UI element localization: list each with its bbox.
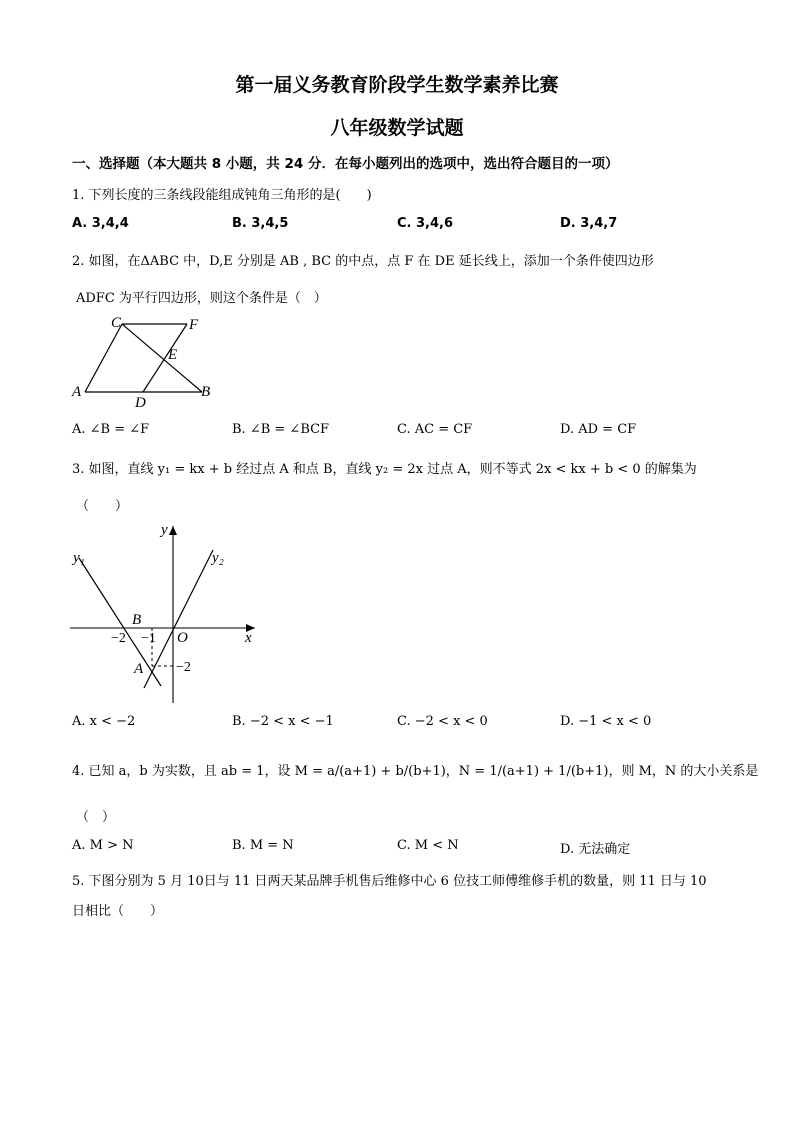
label-b: B (132, 612, 142, 628)
q3-option-a: A. x < −2 (72, 714, 136, 729)
question-1-stem: 1. 下列长度的三条线段能组成钝角三角形的是( ) (72, 188, 372, 203)
page-title: 第一届义务教育阶段学生数学素养比赛 (235, 74, 559, 96)
q4-option-b: B. M = N (232, 838, 294, 853)
q2-option-d: D. AD = CF (560, 422, 637, 437)
question-4-stem-line1: 4. 已知 a，b 为实数，且 ab = 1，设 M = a/(a+1) + b/(b+1)，N = 1/(a+1) + 1/(b+1)，则 M，N 的大小关系是 (72, 764, 759, 779)
q1-option-c: C. 3,4,6 (397, 216, 454, 231)
question-3-stem-line2: （ ） (76, 499, 129, 514)
tick-x-neg2: −2 (111, 631, 126, 646)
q2-option-b: B. ∠B = ∠BCF (232, 422, 330, 437)
label-c: C (111, 315, 122, 331)
question-3-stem-line1: 3. 如图，直线 y₁ = kx + b 经过点 A 和点 B，直线 y₂ = 2x 过点 A，则不等式 2x < kx + b < 0 的解集为 (72, 462, 697, 477)
segment-cb (122, 324, 202, 392)
q1-option-d: D. 3,4,7 (560, 216, 618, 231)
q4-option-d: D. 无法确定 (560, 842, 631, 857)
label-a: A (72, 384, 82, 400)
segment-ca (85, 324, 122, 392)
label-y: y (161, 522, 168, 538)
section-heading: 一、选择题（本大题共 8 小题，共 24 分．在每小题列出的选项中，选出符合题目的一项） (72, 156, 619, 172)
q2-parallelogram-figure (65, 310, 225, 410)
q1-option-b: B. 3,4,5 (232, 216, 289, 231)
question-5-stem-line2: 日相比（ ） (72, 904, 164, 919)
label-a: A (134, 661, 144, 677)
question-4-stem-line2: （ ） (76, 810, 116, 825)
tick-y-neg2: −2 (176, 660, 191, 675)
q3-coordinate-graph (65, 518, 265, 708)
label-y2: y₂ (212, 550, 224, 566)
label-x: x (245, 630, 252, 646)
label-d: D (135, 395, 146, 410)
question-2-stem-line2: ADFC 为平行四边形，则这个条件是（ ） (76, 291, 327, 306)
segment-fd (143, 324, 187, 392)
y-axis-arrow (169, 526, 177, 535)
label-origin: O (177, 630, 188, 646)
tick-x-neg1: −1 (141, 631, 156, 646)
q1-option-a: A. 3,4,4 (72, 216, 129, 231)
label-e: E (168, 347, 178, 363)
q3-option-b: B. −2 < x < −1 (232, 714, 334, 729)
q3-option-c: C. −2 < x < 0 (397, 714, 488, 729)
label-b: B (201, 384, 211, 400)
q2-option-c: C. AC = CF (397, 422, 473, 437)
label-y1: y₁ (73, 550, 85, 566)
q3-option-d: D. −1 < x < 0 (560, 714, 652, 729)
question-5-stem-line1: 5. 下图分别为 5 月 10日与 11 日两天某品牌手机售后维修中心 6 位技工师傅维修手机的数量，则 11 日与 10 (72, 874, 707, 889)
q4-option-a: A. M > N (72, 838, 134, 853)
question-2-stem-line1: 2. 如图，在ΔABC 中，D,E 分别是 AB , BC 的中点，点 F 在 DE 延长线上，添加一个条件使四边形 (72, 254, 654, 269)
label-f: F (189, 317, 199, 333)
page-subtitle: 八年级数学试题 (330, 117, 464, 139)
line-y1 (79, 558, 161, 686)
q2-option-a: A. ∠B = ∠F (72, 422, 150, 437)
q4-option-c: C. M < N (397, 838, 459, 853)
